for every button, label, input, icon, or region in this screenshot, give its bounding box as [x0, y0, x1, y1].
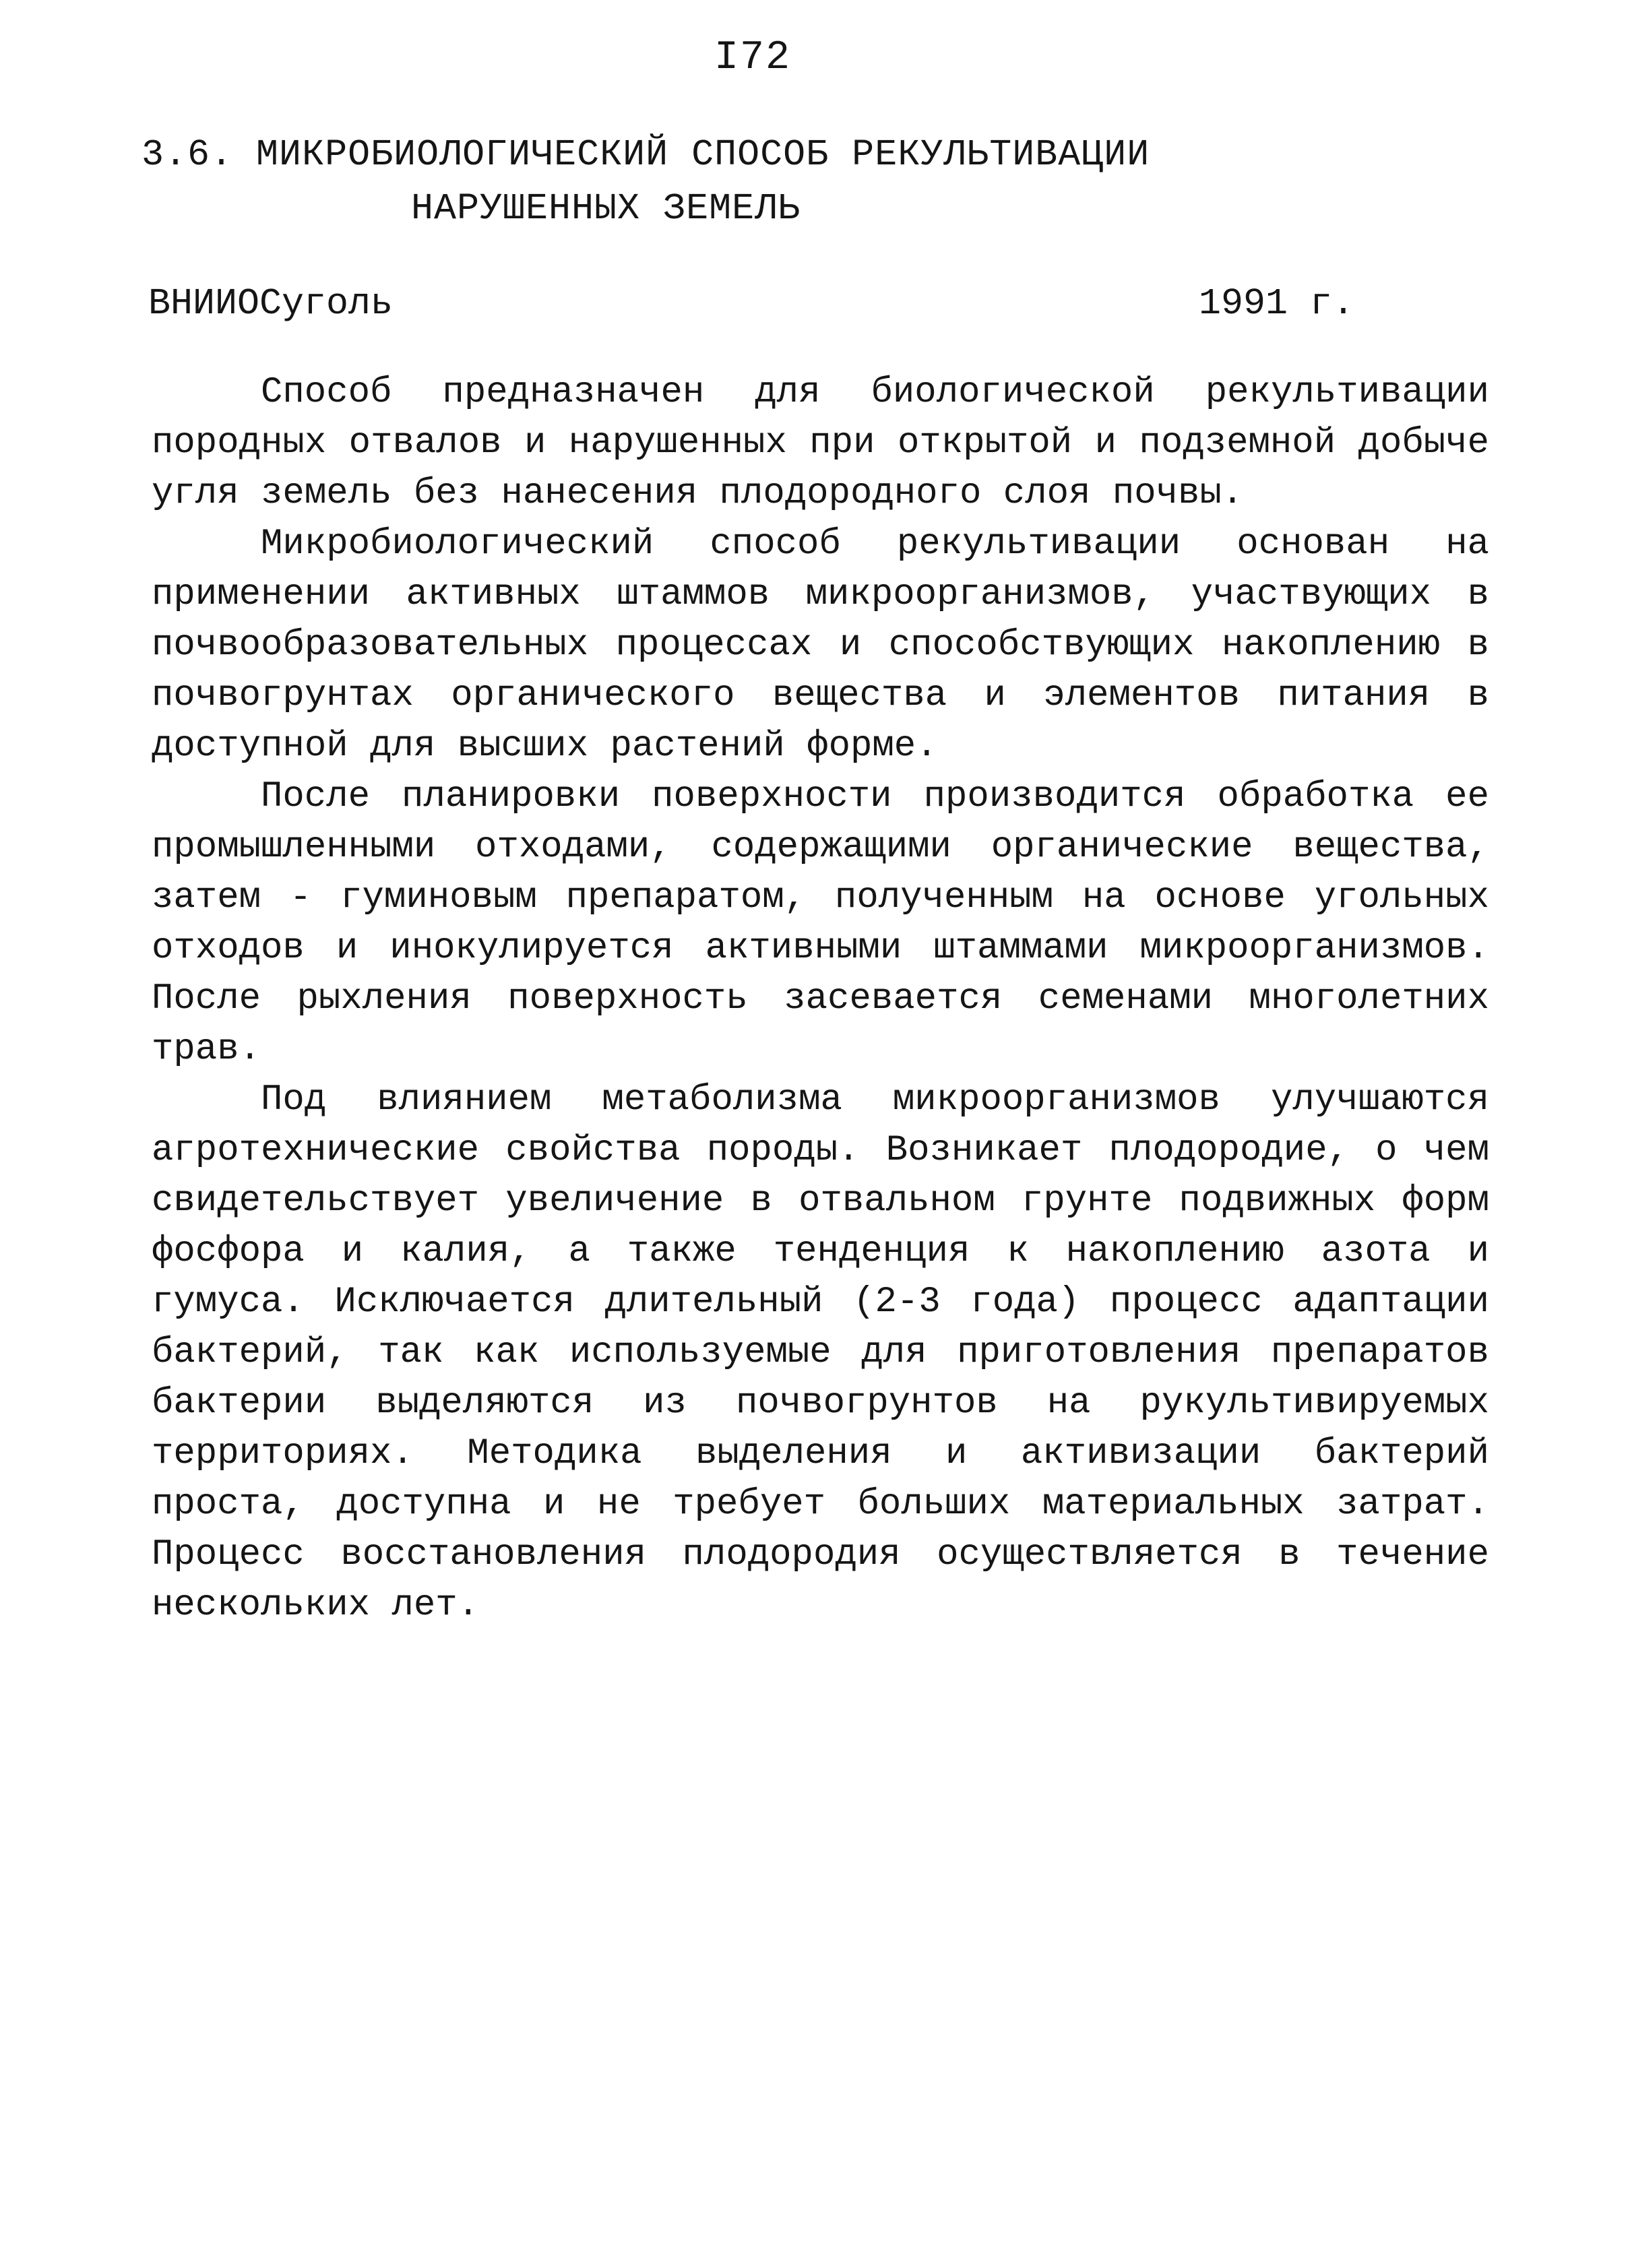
section-title-line2: НАРУШЕННЫХ ЗЕМЕЛЬ: [411, 187, 801, 230]
section-number: 3.6.: [142, 133, 234, 176]
section-title-line1: МИКРОБИОЛОГИЧЕСКИЙ СПОСОБ РЕКУЛЬТИВАЦИИ: [256, 133, 1150, 176]
page-number: I72: [714, 35, 792, 81]
paragraph-2: Микробиологический способ рекультивации основан на применении активных штаммов микроорганизмов, участвующих в почвообразовательных процессах и способствующих накоплению в почвогрунтах органического вещества и элементов питания в доступной для высших растений форме.: [152, 524, 1489, 767]
organization-name: ВНИИОСуголь: [148, 282, 394, 325]
section-heading: [142, 128, 1354, 236]
publication-year: 1991 г.: [1198, 282, 1354, 325]
source-line: [148, 280, 1354, 328]
paragraph-1: Способ предназначен для биологической рекультивации породных отвалов и нарушенных при открытой и подземной добыче угля земель без нанесения плодородного слоя почвы.: [152, 372, 1489, 514]
body-text: [152, 367, 1489, 1631]
paragraph-3: После планировки поверхности производится обработка ее промышленными отходами, содержащими органические вещества, затем - гуминовым препаратом, полученным на основе угольных отходов и инокулируется активными штаммами микроорганизмов. После рыхления поверхность засевается семенами многолетних трав.: [152, 776, 1489, 1070]
paragraph-4: Под влиянием метаболизма микроорганизмов улучшаются агротехнические свойства породы. Возникает плодородие, о чем свидетельствует увеличение в отвальном грунте подвижных форм фосфора и калия, а также тенденция к накоплению азота и гумуса. Исключается длительный (2-3 года) процесс адаптации бактерий, так как используемые для приготовления препаратов бактерии выделяются из почвогрунтов на рукультивируемых территориях. Методика выделения и активизации бактерий проста, доступна и не требует больших материальных затрат. Процесс восстановления плодородия осуществляется в течение нескольких лет.: [152, 1079, 1489, 1626]
